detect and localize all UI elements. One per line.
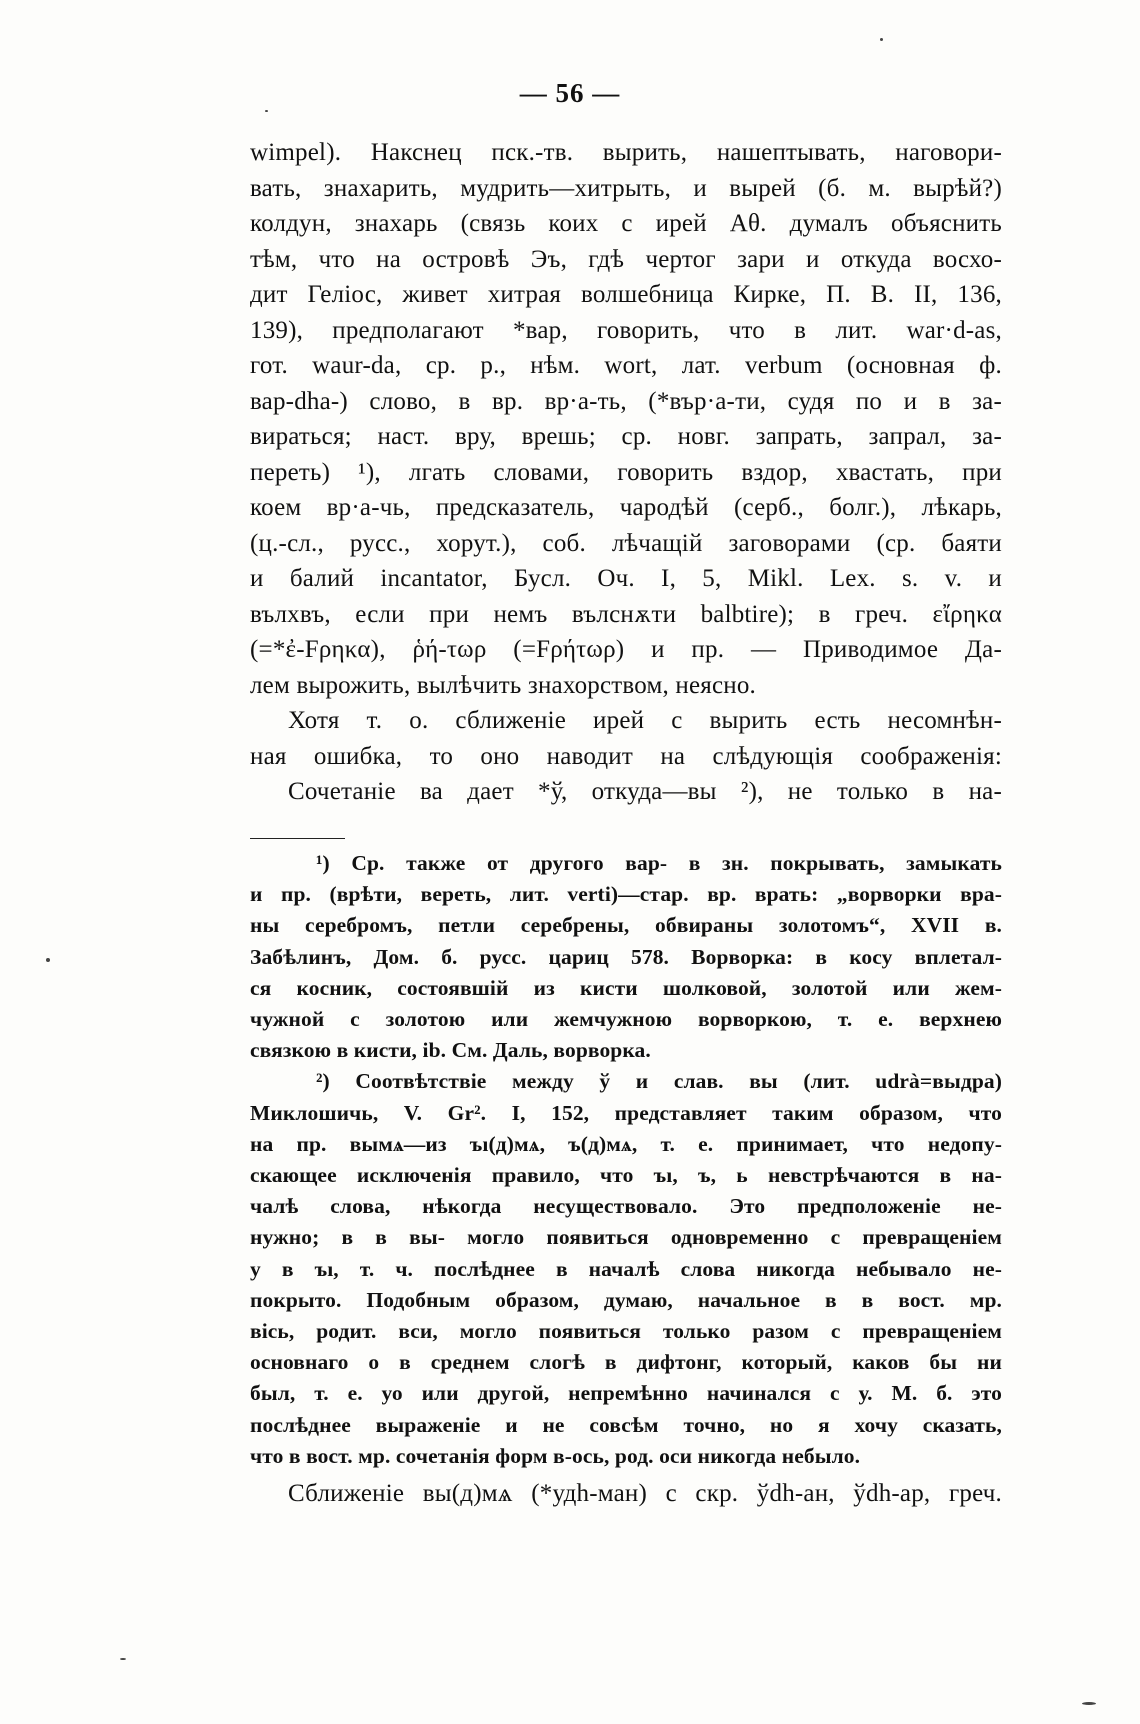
- footnote-divider: [250, 838, 345, 839]
- text-line: дит Геліос, живет хитрая волшебница Кирке, П. В. II, 136,: [250, 281, 1002, 308]
- text-line: гот. waur-da, ср. р., нѣм. wort, лат. verbum (основная ф.: [250, 352, 1002, 379]
- text-line: вать, знахарить, мудрить—хитрыть, и вырей (б. м. вырѣй?): [250, 174, 1002, 202]
- text-line: ная ошибка, то оно наводит на слѣдующія соображенія:: [250, 742, 1002, 770]
- footnote-line: нужно; в в вы- могло появиться одновременно с превращеніем: [250, 1225, 1002, 1250]
- scan-speck: [265, 110, 268, 112]
- scan-speck: [880, 38, 883, 41]
- footnote-line: у в ъı, т. ч. послѣднее в началѣ слова никогда небывало не-: [250, 1256, 1002, 1281]
- text-line: 139), предполагают *вар, говорить, что в лит. war·d-as,: [250, 316, 1002, 344]
- text-line: колдун, знахарь (связь коих с ирей Αθ. думалъ объяснить: [250, 210, 1002, 237]
- text-line: вираться; наст. вру, врешь; ср. новг. запрать, запрал, за-: [250, 423, 1002, 450]
- footnote-2-start: ²) Соотвѣтствіе между ў и слав. вы (лит. udrà=выдра): [316, 1069, 1002, 1094]
- text-line: лем вырожить, вылѣчить знахорством, неясно.: [250, 671, 756, 699]
- scan-speck: [120, 1658, 126, 1660]
- footnotes: [250, 848, 1002, 1472]
- text-line: переть) ¹), лгать словами, говорить вздор, хвастать, при: [250, 458, 1002, 486]
- footnote-line: на пр. вымѧ—из ъı(д)мѧ, ъ(д)мѧ, т. е. принимает, что недопу-: [250, 1131, 1002, 1156]
- paragraph-start-line: Хотя т. о. сближеніе ирей с вырить есть несомнѣн-: [288, 707, 1002, 734]
- scan-speck: [46, 958, 50, 962]
- footnote-line: ны серебромъ, петли серебрены, обвираны золотомъ“, XVII в.: [250, 913, 1002, 938]
- text-line: коем вр·а-чь, предсказатель, чародѣй (серб., болг.), лѣкарь,: [250, 494, 1002, 521]
- footnote-line: чужной с золотою или жемчужною ворворкою, т. е. верхнею: [250, 1007, 1002, 1032]
- text-line: вълхвъ, если при немъ вълснѫти balbtire); в греч. εἴρηκα: [250, 600, 1002, 628]
- footnote-line: покрыто. Подобным образом, думаю, начальное в в вост. мр.: [250, 1287, 1002, 1312]
- text-line: (ц.-сл., русс., хорут.), соб. лѣчащій заговорами (ср. баяти: [250, 529, 1002, 557]
- footnote-line: был, т. е. уо или другой, непремѣнно начинался с у. М. б. это: [250, 1381, 1002, 1406]
- footnote-line: ся косник, состоявшій из кисти шолковой, золотой или жем-: [250, 975, 1002, 1000]
- footnote-line: Миклошичь, V. Gr². I, 152, представляет таким образом, что: [250, 1100, 1002, 1125]
- footnote-line: и пр. (врѣти, вереть, лит. verti)—стар. вр. врать: „ворворки вра-: [250, 882, 1002, 907]
- paragraph-start-line: Сочетаніе ва дает *ў, откуда—вы ²), не только в на-: [288, 778, 1002, 805]
- footnote-line: Забѣлинъ, Дом. б. русс. цариц 578. Ворворка: в косу вплетал-: [250, 944, 1002, 969]
- main-text: [250, 135, 1002, 810]
- footnote-line: вісь, родит. вси, могло появиться только разом с превращеніем: [250, 1319, 1002, 1344]
- text-line: и балий incantator, Бусл. Оч. I, 5, Mikl. Lex. s. v. и: [250, 565, 1002, 592]
- footnote-line: основнаго о в среднем слогѣ в дифтонг, который, каков бы ни: [250, 1350, 1002, 1375]
- text-line: wimpel). Накснец пск.-тв. вырить, нашептывать, наговори-: [250, 139, 1002, 166]
- page-number: — 56 —: [519, 78, 621, 108]
- paragraph-start-line: Сближеніе вы(д)мѧ (*удh-ман) с скр. ўdh-ан, ўdh-ар, греч.: [288, 1480, 1002, 1507]
- footnote-line: послѣднее выраженіе и не совсѣм точно, но я хочу сказать,: [250, 1412, 1002, 1437]
- footnote-1-start: ¹) Ср. также от другого вар- в зн. покрывать, замыкать: [316, 851, 1002, 875]
- text-line: тѣм, что на островѣ Эъ, гдѣ чертог зари и откуда восхо-: [250, 245, 1002, 273]
- text-line: (=*ἐ-Fρηκα), ῥή-τωρ (=Fρήτωρ) и пр. — Приводимое Да-: [250, 636, 1002, 663]
- footnote-line: скающее исключенія правило, что ъı, ъ, ь невстрѣчаются в на-: [250, 1163, 1002, 1188]
- footnote-line: что в вост. мр. сочетанія форм в-ось, род. оси никогда небыло.: [250, 1443, 861, 1468]
- text-line: вар-dha-) слово, в вр. вр·а-ть, (*вър·а-ти, судя по и в за-: [250, 387, 1002, 415]
- scan-speck: [1082, 1702, 1096, 1705]
- continuation-text: [250, 1476, 1002, 1512]
- footnote-line: чалѣ слова, нѣкогда несуществовало. Это предположеніе не-: [250, 1194, 1002, 1219]
- footnote-line: связкою в кисти, ib. См. Даль, ворворка.: [250, 1038, 651, 1063]
